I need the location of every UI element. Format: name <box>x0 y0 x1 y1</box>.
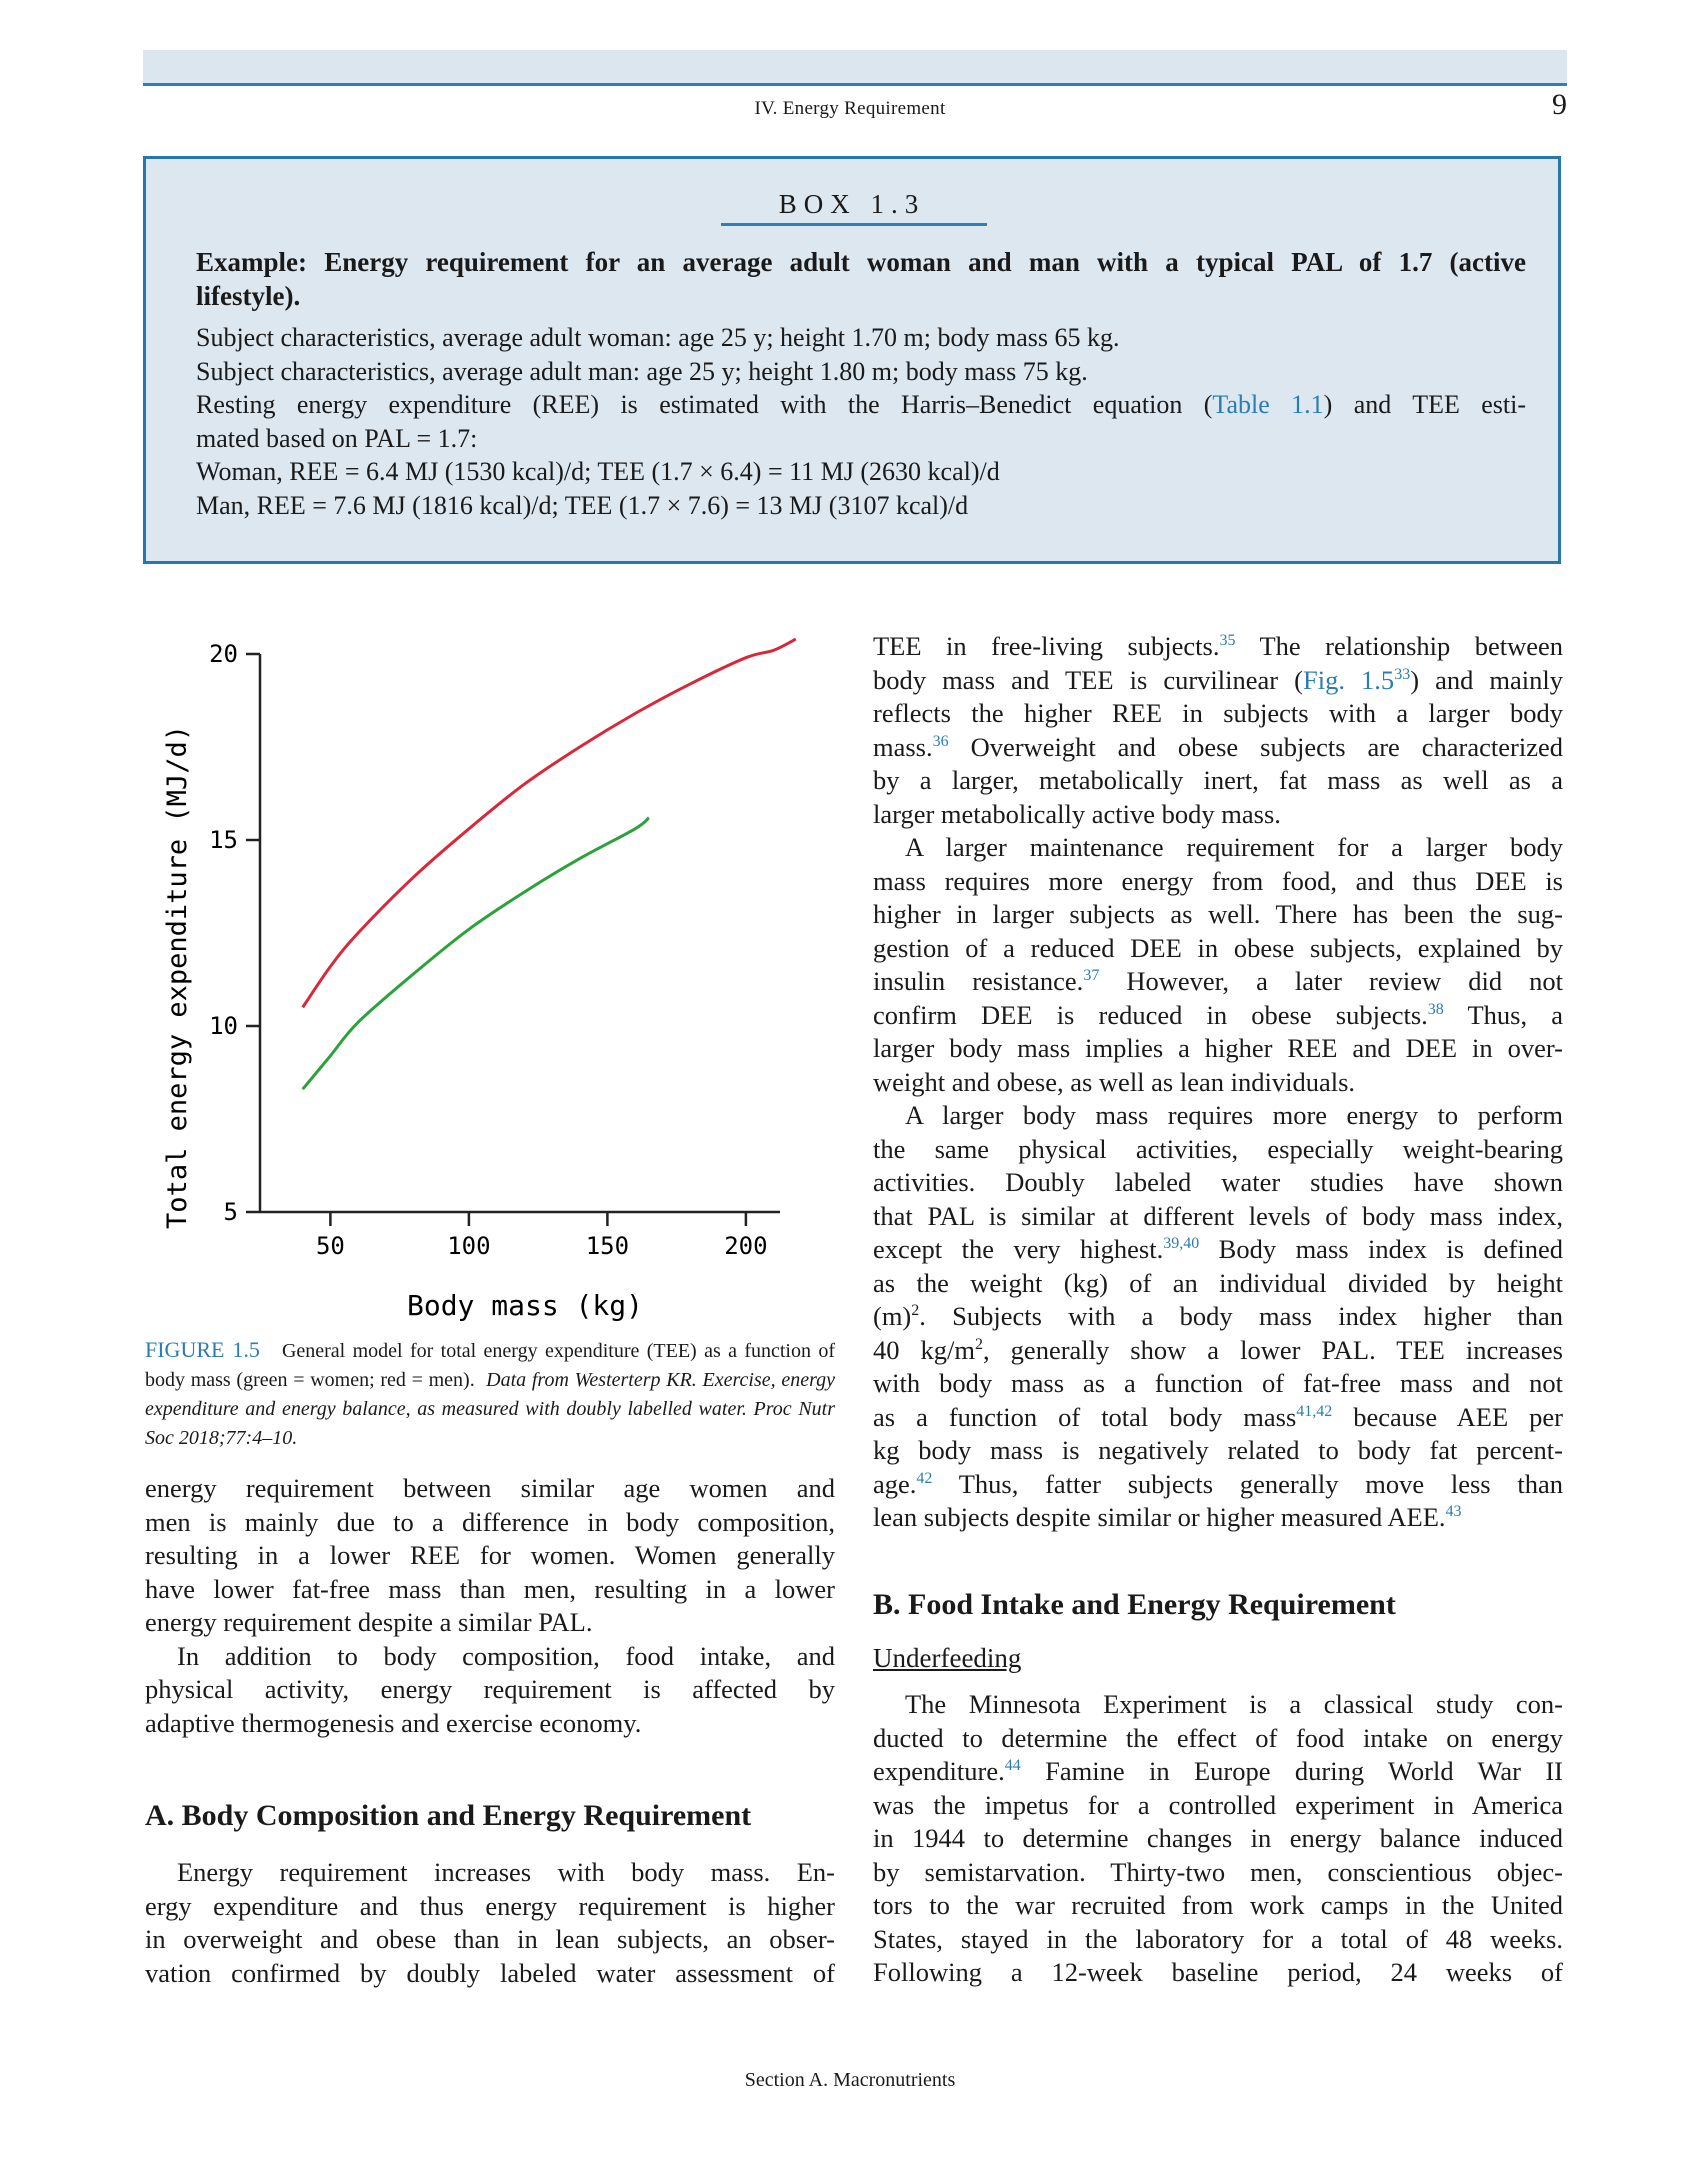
figure-1-5-link[interactable]: Fig. 1.5 <box>1303 664 1395 695</box>
text-span: mass. <box>873 731 933 762</box>
figure-caption <box>145 1335 835 1453</box>
text-span: The relationship between <box>1235 631 1564 661</box>
text-line <box>873 965 1563 999</box>
text-line: The Minnesota Experiment is a classical study con- <box>905 1689 1563 1719</box>
citation-43[interactable]: 43 <box>1445 1503 1462 1521</box>
text-span: Overweight and obese subjects are characterized <box>948 731 1563 762</box>
text-span: except the very highest. <box>873 1234 1164 1264</box>
text-span: Thus, fatter subjects generally move less than <box>932 1468 1563 1499</box>
text-line: vation confirmed by doubly labeled water assessment of <box>145 1957 835 1988</box>
text-line: was the impetus for a controlled experiment in America <box>873 1789 1563 1820</box>
box-line-man-characteristics: Subject characteristics, average adult man: age 25 y; height 1.80 m; body mass 75 kg. <box>196 356 1088 386</box>
text-line: the same physical activities, especially weight-bearing <box>873 1133 1563 1164</box>
citation-33[interactable]: 33 <box>1394 665 1411 683</box>
text-line: physical activity, energy requirement is affected by <box>145 1674 835 1704</box>
citation-42[interactable]: 42 <box>916 1469 933 1487</box>
text-line: resulting in a lower REE for women. Women generally <box>145 1540 835 1570</box>
text-line: activities. Doubly labeled water studies have shown <box>873 1167 1563 1197</box>
running-head: IV. Energy Requirement <box>754 98 946 119</box>
box-heading-line: Example: Energy requirement for an average adult woman and man with a typical PAL of 1.7 (active <box>196 247 1526 277</box>
x-tick-label: 100 <box>447 1232 491 1260</box>
series-line-0 <box>303 639 796 1007</box>
text-line: larger metabolically active body mass. <box>873 798 1281 829</box>
citation-44[interactable]: 44 <box>1004 1757 1021 1775</box>
text-line <box>873 999 1563 1033</box>
text-line: larger body mass implies a higher REE and DEE in over- <box>873 1033 1563 1063</box>
text-line: as the weight (kg) of an individual divided by height <box>873 1267 1563 1298</box>
box-text: Resting energy expenditure (REE) is estimated with the Harris–Benedict equation ( <box>196 390 1213 419</box>
box-line-pal: mated based on PAL = 1.7: <box>196 423 478 453</box>
y-tick-label: 15 <box>209 826 238 854</box>
text-line: Following a 12-week baseline period, 24 weeks of <box>873 1957 1563 1987</box>
caption-citation: Data from Westerterp KR. Exercise, energy expenditure and energy balance, as measured with doubly labelled water. Proc Nutr Soc 2018;77:4–10. <box>145 1369 836 1449</box>
text-line: States, stayed in the laboratory for a total of 48 weeks. <box>873 1923 1563 1954</box>
superscript: 2 <box>975 1335 984 1353</box>
text-line: reflects the higher REE in subjects with a larger body <box>873 698 1563 728</box>
text-line <box>873 1468 1563 1502</box>
x-tick-label: 50 <box>315 1232 345 1260</box>
header-band <box>143 50 1567 86</box>
text-line: tors to the war recruited from work camps in the United <box>873 1890 1563 1920</box>
x-tick-label: 150 <box>585 1232 630 1260</box>
text-line: in 1944 to determine changes in energy balance induced <box>873 1823 1563 1853</box>
right-column-paragraph <box>873 1688 1563 1990</box>
text-line: weight and obese, as well as lean individuals. <box>873 1066 1356 1097</box>
y-axis-label: Total energy expenditure (MJ/d) <box>162 725 193 1229</box>
text-line <box>873 1300 1563 1334</box>
left-column-paragraph <box>145 1472 835 1740</box>
section-heading-a: A. Body Composition and Energy Requirement <box>145 1799 752 1832</box>
x-tick-label: 200 <box>724 1232 768 1260</box>
text-span: ) and mainly <box>1410 664 1564 695</box>
box-body <box>196 321 1526 522</box>
figure-1-5-chart <box>140 622 800 1322</box>
text-span: confirm DEE is reduced in obese subjects. <box>873 999 1428 1030</box>
text-span: Body mass index is defined <box>1199 1234 1563 1264</box>
text-line: In addition to body composition, food intake, and <box>177 1640 835 1671</box>
right-column-paragraphs <box>873 630 1563 1535</box>
text-span: lean subjects despite similar or higher measured AEE. <box>873 1502 1446 1532</box>
text-span: insulin resistance. <box>873 966 1084 996</box>
citation-38[interactable]: 38 <box>1427 1000 1444 1018</box>
superscript: 2 <box>911 1302 920 1320</box>
text-line <box>873 1755 1563 1789</box>
text-line <box>873 1501 1563 1535</box>
box-heading <box>196 245 1526 313</box>
text-line: have lower fat-free mass than men, resulting in a lower <box>145 1573 835 1604</box>
chart-series <box>303 639 796 1089</box>
text-line: kg body mass is negatively related to body fat percent- <box>873 1435 1563 1465</box>
text-span: (m) <box>873 1301 912 1331</box>
text-line: ducted to determine the effect of food intake on energy <box>873 1722 1563 1753</box>
y-tick-label: 10 <box>209 1012 238 1040</box>
text-line <box>873 1233 1563 1267</box>
box-line-man-tee: Man, REE = 7.6 MJ (1816 kcal)/d; TEE (1.7 × 7.6) = 13 MJ (3107 kcal)/d <box>196 490 969 520</box>
box-1-3 <box>143 156 1561 564</box>
section-heading-b: B. Food Intake and Energy Requirement <box>873 1588 1396 1621</box>
text-span: because AEE per <box>1332 1401 1564 1432</box>
text-span: , generally show a lower PAL. TEE increases <box>983 1334 1563 1365</box>
series-line-1 <box>303 818 649 1089</box>
left-column-paragraph <box>145 1856 835 1990</box>
text-line: energy requirement despite a similar PAL. <box>145 1607 593 1637</box>
subheading-underfeeding: Underfeeding <box>873 1643 1022 1673</box>
y-tick-label: 5 <box>223 1198 238 1226</box>
text-span: However, a later review did not <box>1099 966 1563 996</box>
page-footer: Section A. Macronutrients <box>744 2069 956 2091</box>
text-line: adaptive thermogenesis and exercise economy. <box>145 1707 642 1738</box>
citation-35[interactable]: 35 <box>1219 632 1236 650</box>
box-line-woman-tee: Woman, REE = 6.4 MJ (1530 kcal)/d; TEE (1.7 × 6.4) = 11 MJ (2630 kcal)/d <box>196 457 1000 486</box>
citation-36[interactable]: 36 <box>932 732 949 750</box>
text-line <box>873 1334 1563 1368</box>
page-number: 9 <box>1552 88 1567 121</box>
text-line: A larger maintenance requirement for a larger body <box>905 832 1563 862</box>
citation-39-40[interactable]: 39,40 <box>1163 1235 1200 1253</box>
box-line-woman-characteristics: Subject characteristics, average adult woman: age 25 y; height 1.70 m; body mass 65 kg. <box>196 323 1120 352</box>
text-line: mass requires more energy from food, and thus DEE is <box>873 865 1563 896</box>
text-line: ergy expenditure and thus energy requirement is higher <box>145 1890 835 1921</box>
text-line: in overweight and obese than in lean subjects, an obser- <box>145 1924 835 1954</box>
text-line <box>873 664 1563 698</box>
caption-text: General model for total energy expenditure (TEE) as a function of body mass (green = women; red = men). <box>145 1340 836 1391</box>
chart-axes <box>209 640 780 1260</box>
text-line: men is mainly due to a difference in body composition, <box>145 1506 835 1537</box>
text-span: . Subjects with a body mass index higher than <box>919 1301 1563 1331</box>
text-span: 40 kg/m <box>873 1334 976 1365</box>
text-span: Thus, a <box>1443 999 1563 1030</box>
text-line: gestion of a reduced DEE in obese subjects, explained by <box>873 932 1563 963</box>
text-line <box>873 630 1563 664</box>
y-tick-label: 20 <box>209 640 238 668</box>
text-line: with body mass as a function of fat-free mass and not <box>873 1368 1563 1398</box>
box-text: ) and TEE esti- <box>1323 390 1527 419</box>
box-label-underline <box>721 223 987 226</box>
text-line <box>873 731 1563 765</box>
citation-41-42[interactable]: 41,42 <box>1296 1402 1333 1420</box>
text-span: body mass and TEE is curvilinear ( <box>873 664 1304 695</box>
text-line: by a larger, metabolically inert, fat mass as well as a <box>873 765 1563 795</box>
x-axis-label: Body mass (kg) <box>406 1289 644 1322</box>
text-line: by semistarvation. Thirty-two men, conscientious objec- <box>873 1856 1563 1887</box>
text-span: TEE in free-living subjects. <box>873 631 1220 661</box>
text-span: Famine in Europe during World War II <box>1020 1756 1563 1786</box>
text-line: A larger body mass requires more energy to perform <box>905 1100 1563 1130</box>
box-heading-line: lifestyle). <box>196 281 301 311</box>
box-label: BOX 1.3 <box>778 189 926 219</box>
citation-37[interactable]: 37 <box>1083 967 1100 985</box>
text-line: higher in larger subjects as well. There has been the sug- <box>873 899 1563 929</box>
text-line: energy requirement between similar age women and <box>145 1473 835 1503</box>
text-line: Energy requirement increases with body mass. En- <box>177 1857 835 1887</box>
text-line: that PAL is similar at different levels of body mass index, <box>873 1200 1563 1231</box>
text-span: age. <box>873 1468 917 1499</box>
table-1-1-link[interactable]: Table 1.1 <box>1212 390 1324 419</box>
box-line-ree <box>196 388 1526 422</box>
text-span: expenditure. <box>873 1756 1005 1786</box>
text-span: as a function of total body mass <box>873 1401 1297 1432</box>
figure-label: FIGURE 1.5 <box>145 1337 260 1362</box>
text-line <box>873 1401 1563 1435</box>
